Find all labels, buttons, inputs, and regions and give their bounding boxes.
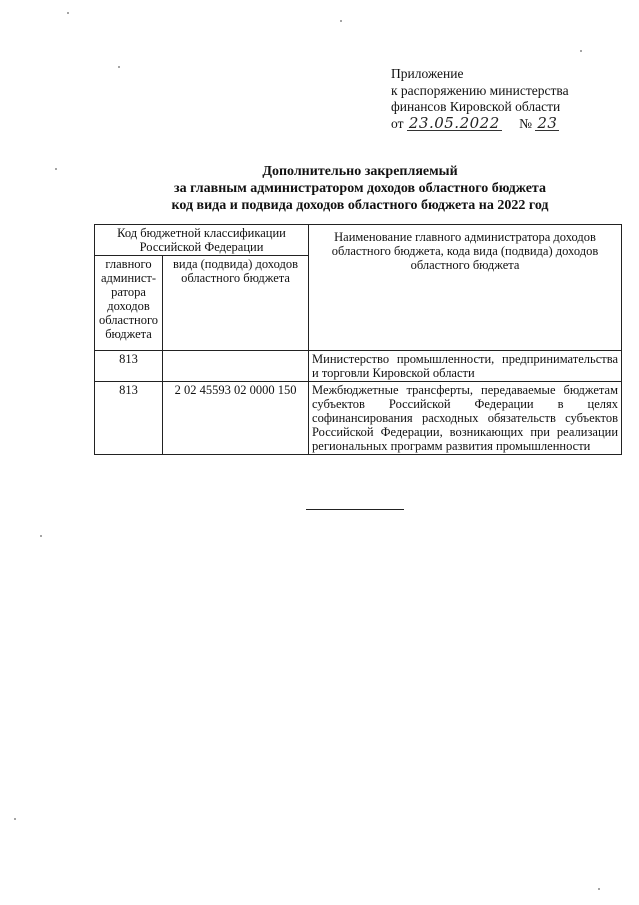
row-1-income-code [163, 351, 309, 382]
document-title [120, 163, 600, 214]
title-line-2: за главным администратором доходов областного бюджета [174, 181, 546, 196]
handwritten-number: 23 [537, 113, 558, 132]
scan-speck [340, 20, 342, 22]
row-1-name: Министерство промышленности, предпринимательства и торговли Кировской области [309, 351, 622, 382]
header-income-code-cell: вида (подвида) доходов областного бюджета [163, 256, 309, 351]
header-admin-code-cell: главного админист-ратора доходов областного бюджета [95, 256, 163, 351]
date-prefix: от [391, 115, 404, 131]
header-name-cell: Наименование главного администратора доходов областного бюджета, кода вида (подвида) доходов областного бюджета [309, 225, 622, 351]
row-2-admin-code: 813 [95, 382, 163, 455]
appendix-block [391, 66, 631, 132]
title-line-1: Дополнительно закрепляемый [262, 164, 458, 179]
scan-speck [598, 888, 600, 890]
scan-speck [118, 66, 120, 68]
table-row [95, 382, 622, 455]
appendix-date-line [391, 113, 631, 133]
row-2-name: Межбюджетные трансферты, передаваемые бюджетам субъектов Российской Федерации в целях софинансирования расходных обязательств субъектов Российской Федерации, возникающих при реализации региональных программ развития промышленности [309, 382, 622, 455]
row-1-admin-code: 813 [95, 351, 163, 382]
table-row [95, 351, 622, 382]
scan-speck [14, 818, 16, 820]
row-2-income-code: 2 02 45593 02 0000 150 [163, 382, 309, 455]
table-header-row-1 [95, 225, 622, 256]
handwritten-date: 23.05.2022 [408, 113, 500, 132]
appendix-line-1: Приложение [391, 66, 464, 81]
appendix-line-2: к распоряжению министерства [391, 82, 569, 98]
title-line-3: код вида и подвида доходов областного бюджета на 2022 год [171, 198, 549, 213]
scan-speck [55, 168, 57, 170]
appendix-line-3: финансов Кировской области [391, 99, 561, 114]
scan-speck [40, 535, 42, 537]
budget-classification-table [94, 224, 622, 455]
header-group-cell: Код бюджетной классификации Российской Федерации [95, 225, 309, 256]
scan-speck [580, 50, 582, 52]
closing-rule [306, 509, 404, 510]
scan-speck [67, 12, 69, 14]
number-prefix: № [519, 115, 533, 131]
